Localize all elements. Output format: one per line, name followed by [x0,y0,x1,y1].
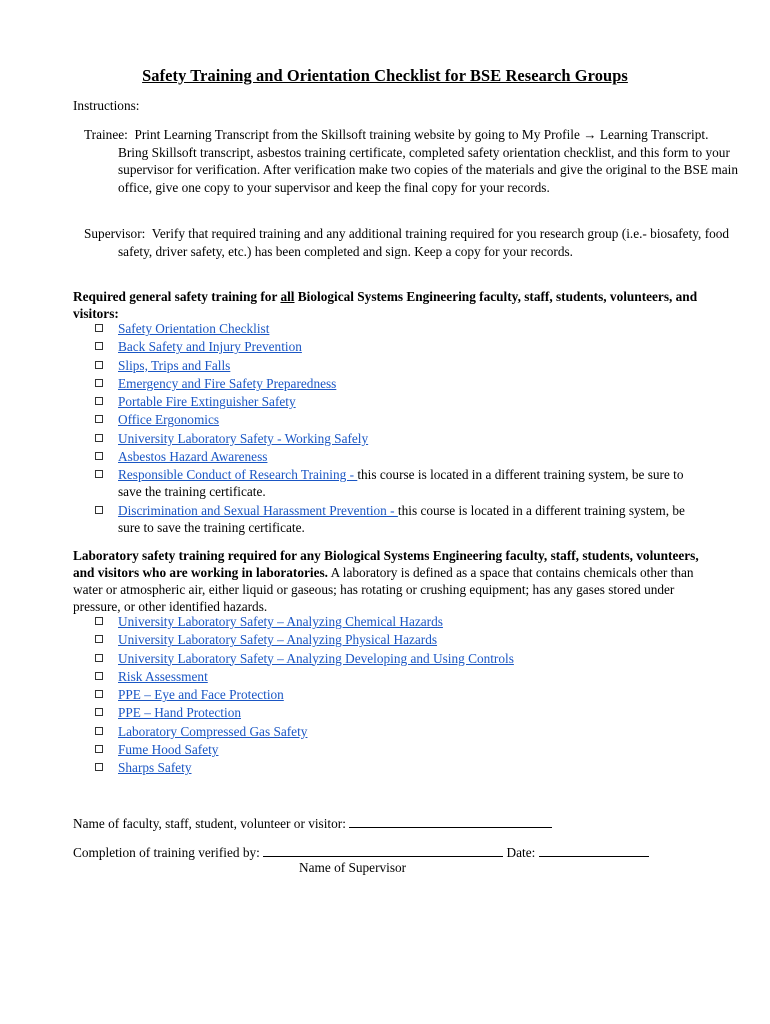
trainee-text: Print Learning Transcript from the Skillsoft training website by going to My Profile → Learning Transcript. Bring Skillsoft transcript, asbestos training certificate, completed safety orientation checklist, and this form to your supervisor for verification. After verification make two copies of the materials and give the original to the BSE main office, give one copy to your supervisor and keep the final copy for your records. [118,127,738,195]
name-field-blank[interactable] [349,815,552,828]
supervisor-name-caption: Name of Supervisor [299,860,407,875]
checkbox[interactable] [95,452,103,460]
lab-heading-bold: Laboratory safety training required for any Biological Systems Engineering faculty, staff, students, volunteers, and visitors who are working in laboratories. [73,548,699,580]
list-item [93,631,705,648]
training-link[interactable]: Emergency and Fire Safety Preparedness [118,375,337,391]
list-item [93,759,705,776]
training-link[interactable]: University Laboratory Safety – Analyzing Developing and Using Controls [118,650,514,666]
list-item [93,686,705,703]
list-item [93,650,705,667]
list-item [93,613,705,630]
training-link[interactable]: Responsible Conduct of Research Training - [118,467,358,483]
list-item [93,668,705,685]
verification-row [73,844,649,861]
training-link[interactable]: PPE – Hand Protection [118,705,241,721]
training-link[interactable]: University Laboratory Safety – Analyzing Chemical Hazards [118,614,443,629]
list-item [93,320,705,337]
checkbox[interactable] [95,763,103,771]
list-item [93,411,705,428]
list-item [93,448,705,465]
checkbox[interactable] [95,745,103,753]
name-field-row [73,815,552,832]
checkbox[interactable] [95,379,103,387]
trainee-label: Trainee: [84,127,128,142]
date-label: Date: [506,845,536,860]
list-item [93,466,705,500]
date-blank[interactable] [539,844,649,857]
training-link[interactable]: Slips, Trips and Falls [118,357,231,373]
training-link[interactable]: Fume Hood Safety [118,742,219,758]
list-item [93,338,705,355]
training-note: this course is located in a different training system, be sure to save the training certificate. [118,502,685,535]
checkbox[interactable] [95,342,103,350]
list-item [93,741,705,758]
checkbox[interactable] [95,690,103,698]
training-link[interactable]: University Laboratory Safety – Analyzing Physical Hazards [118,632,438,648]
trainee-instructions [84,126,738,196]
checkbox[interactable] [95,470,103,478]
list-item [93,430,705,447]
training-link[interactable]: PPE – Eye and Face Protection [118,687,284,703]
training-link[interactable]: Discrimination and Sexual Harassment Prevention - [118,502,398,518]
supervisor-signature-blank[interactable] [263,844,503,857]
checkbox[interactable] [95,672,103,680]
instructions-label: Instructions: [73,98,140,113]
general-heading-post: Biological Systems Engineering faculty, staff, students, volunteers, and visitors: [73,289,698,321]
checkbox[interactable] [95,617,103,625]
list-item [93,375,705,392]
laboratory-training-heading [73,547,707,615]
supervisor-label: Supervisor: [84,226,146,241]
list-item [93,357,705,374]
checkbox[interactable] [95,506,103,514]
training-link[interactable]: Laboratory Compressed Gas Safety [118,723,308,739]
verified-by-label: Completion of training verified by: [73,845,260,860]
checkbox[interactable] [95,324,103,332]
general-training-list [93,320,705,537]
training-link[interactable]: Safety Orientation Checklist [118,321,270,336]
general-training-heading [73,288,707,322]
training-link[interactable]: Back Safety and Injury Prevention [118,339,302,355]
document-title: Safety Training and Orientation Checklist for BSE Research Groups [142,66,628,85]
name-field-label: Name of faculty, staff, student, volunteer or visitor: [73,816,346,831]
checkbox[interactable] [95,708,103,716]
training-link[interactable]: Sharps Safety [118,760,192,776]
training-link[interactable]: Risk Assessment [118,668,208,684]
list-item [93,704,705,721]
supervisor-text: Verify that required training and any additional training required for you research group (i.e.- biosafety, food safety, driver safety, etc.) has been completed and sign. Keep a copy for your records. [118,226,730,259]
supervisor-instructions [84,225,738,260]
general-heading-pre: Required general safety training for [73,289,281,304]
list-item [93,723,705,740]
checkbox[interactable] [95,654,103,662]
checkbox[interactable] [95,397,103,405]
checkbox[interactable] [95,415,103,423]
checkbox[interactable] [95,434,103,442]
training-link[interactable]: Office Ergonomics [118,412,220,428]
training-link[interactable]: University Laboratory Safety - Working Safely [118,430,369,446]
laboratory-training-list [93,613,705,778]
list-item [93,393,705,410]
checkbox[interactable] [95,361,103,369]
checkbox[interactable] [95,635,103,643]
general-heading-emphasis: all [280,289,295,304]
checkbox[interactable] [95,727,103,735]
lab-heading-text: A laboratory is defined as a space that contains chemicals other than water or atmospheric air, either liquid or gaseous; has rotating or crushing equipment; has any gases stored under pressure, or other identified hazards. [73,565,694,614]
training-link[interactable]: Asbestos Hazard Awareness [118,449,268,465]
training-link[interactable]: Portable Fire Extinguisher Safety [118,394,296,410]
training-note: this course is located in a different training system, be sure to save the training certificate. [118,467,684,500]
list-item [93,502,705,536]
